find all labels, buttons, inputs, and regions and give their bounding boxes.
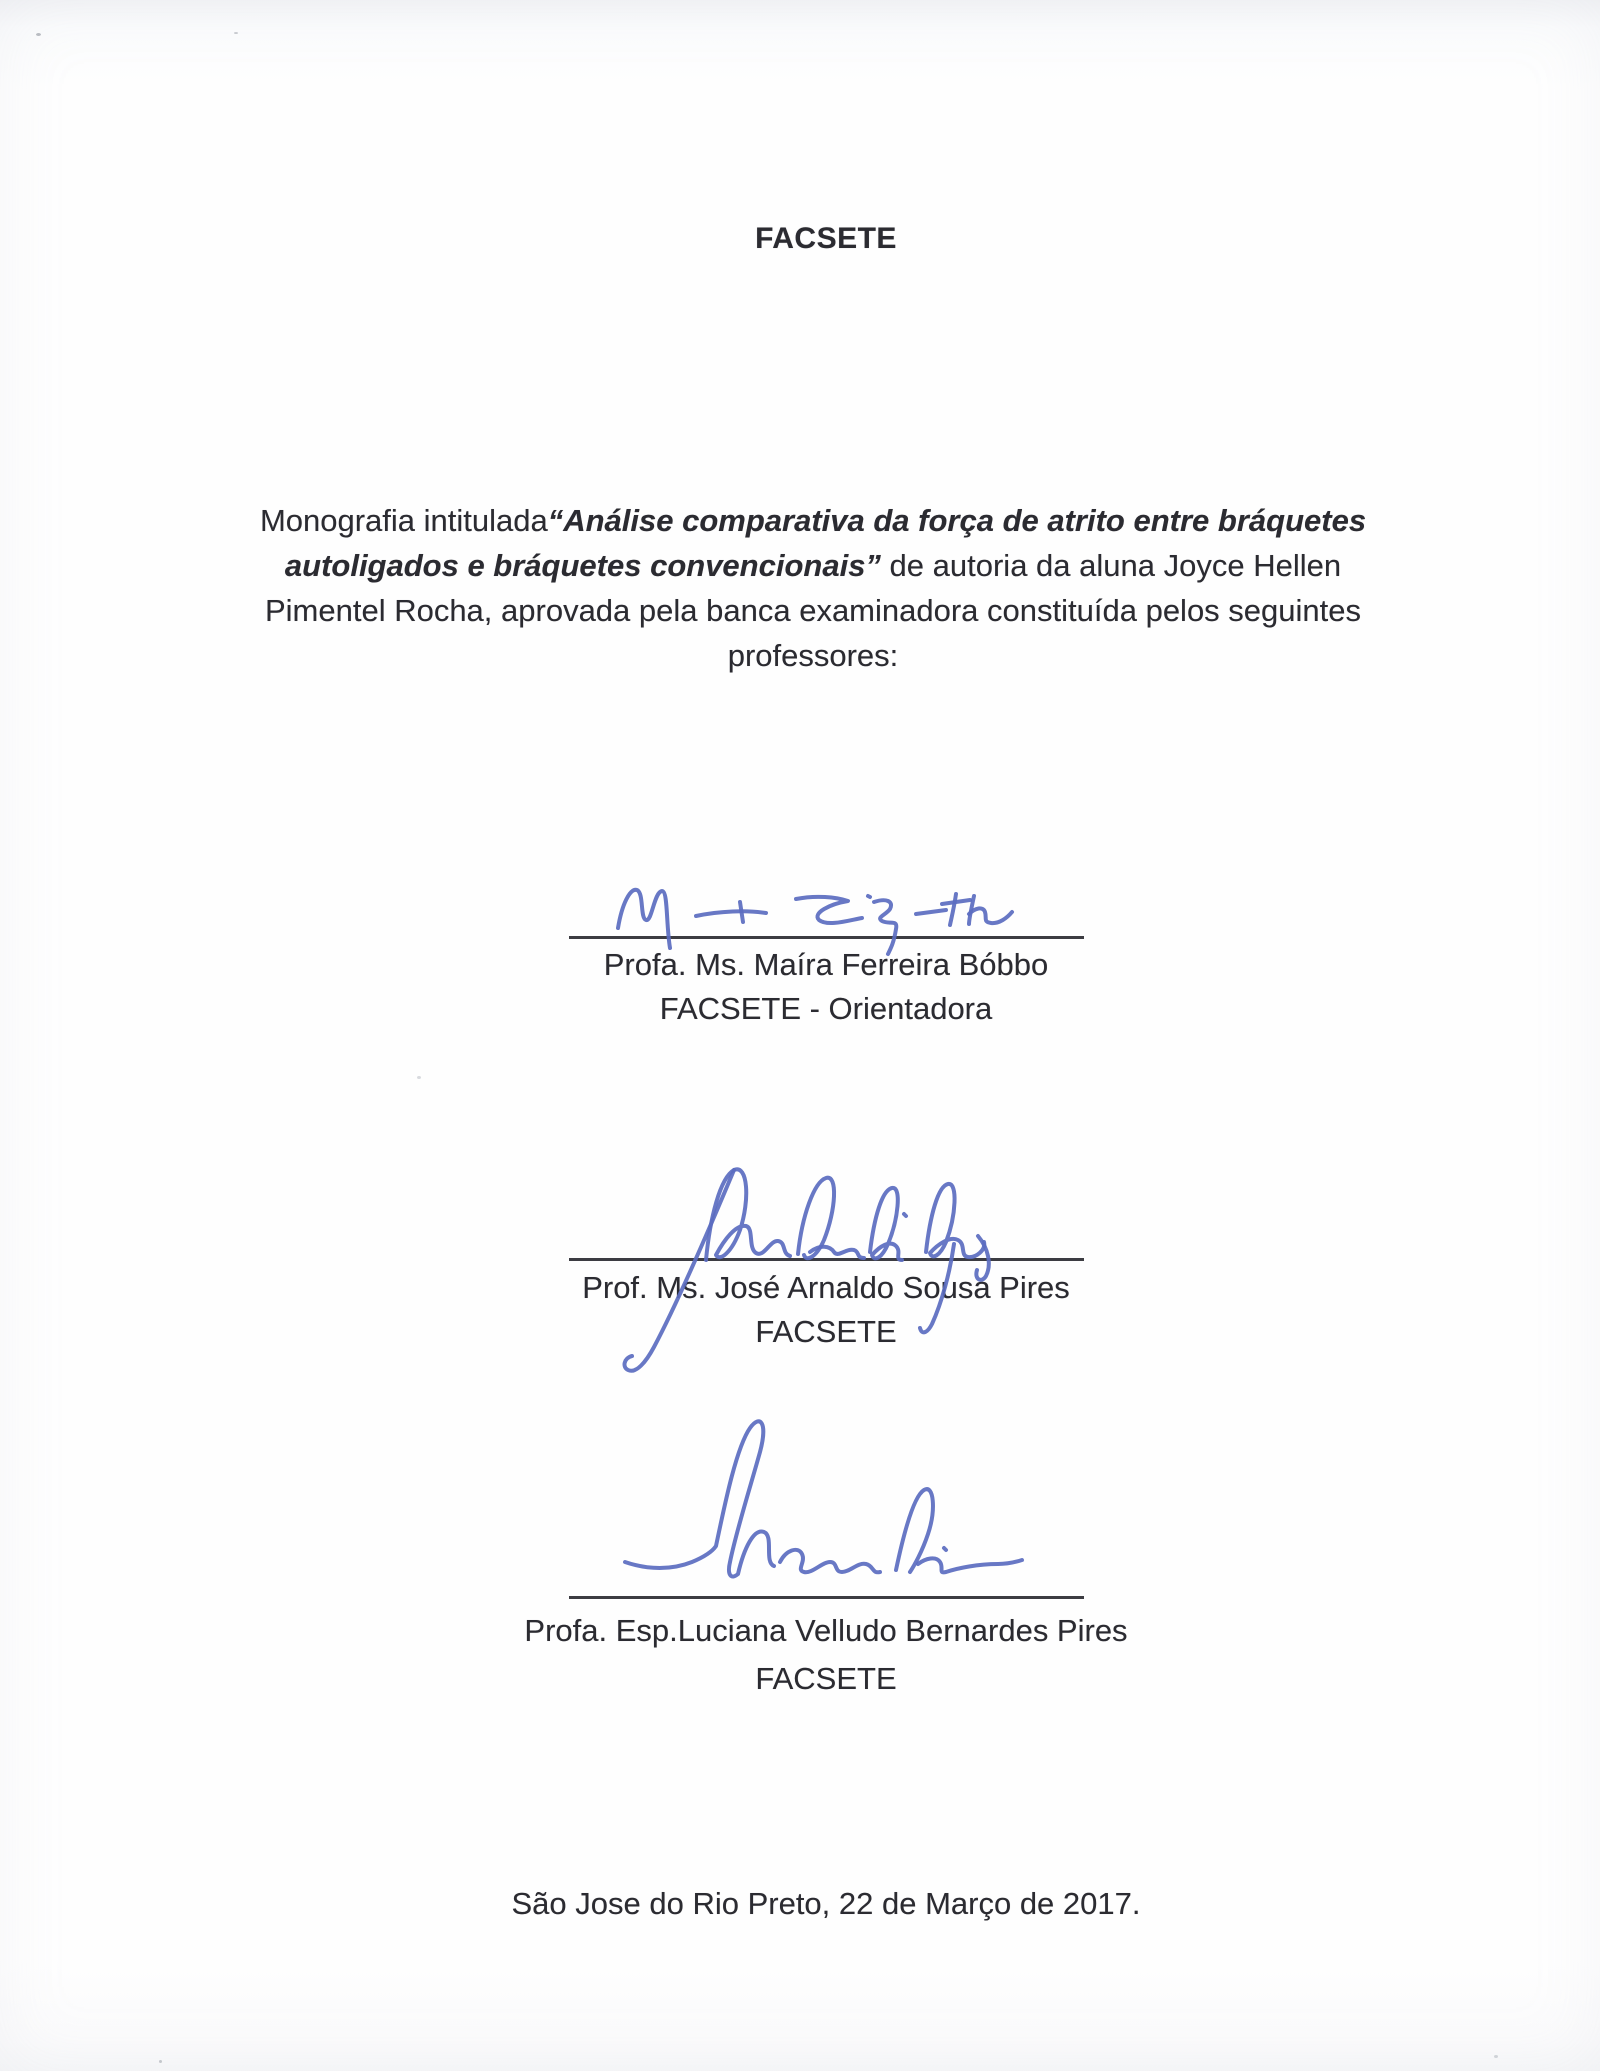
signer-name: Prof. Ms. José Arnaldo Sousa Pires [582, 1270, 1070, 1305]
scan-speck [234, 32, 238, 34]
paragraph-line [213, 498, 1413, 543]
scan-speck [1494, 2055, 1498, 2058]
place-date-line: São Jose do Rio Preto, 22 de Março de 2017. [511, 1886, 1141, 1921]
scan-speck [417, 1076, 421, 1079]
paragraph-line [213, 588, 1413, 633]
signer-affiliation: FACSETE [755, 1314, 897, 1349]
page-title: FACSETE [755, 222, 897, 255]
approval-paragraph [213, 498, 1413, 678]
monograph-title-segment: “Análise comparativa da força de atrito entre bráquetes [547, 503, 1367, 538]
signer-name: Profa. Esp.Luciana Velludo Bernardes Pires [524, 1613, 1128, 1648]
scan-speck [36, 33, 41, 36]
signer-name: Profa. Ms. Maíra Ferreira Bóbbo [603, 947, 1049, 982]
paragraph-line [213, 633, 1413, 678]
paragraph-segment: de autoria da aluna Joyce Hellen [880, 548, 1342, 583]
paragraph-segment: Monografia intitulada [259, 503, 548, 538]
signature-jose-icon [558, 1152, 1028, 1382]
paragraph-segment: professores: [727, 638, 899, 673]
paragraph-segment: Pimentel Rocha, aprovada pela banca examinadora constituída pelos seguintes [264, 593, 1362, 628]
signer-affiliation: FACSETE - Orientadora [659, 991, 993, 1026]
content-column [226, 0, 1426, 2071]
paragraph-line [213, 543, 1413, 588]
signature-luciana-icon [588, 1412, 1038, 1602]
monograph-title-segment: autoligados e bráquetes convencionais” [284, 548, 881, 583]
scan-speck [159, 2060, 162, 2063]
paragraph-column [213, 0, 1413, 2071]
signer-affiliation: FACSETE [755, 1661, 897, 1696]
signature-maira-icon [600, 868, 1020, 964]
